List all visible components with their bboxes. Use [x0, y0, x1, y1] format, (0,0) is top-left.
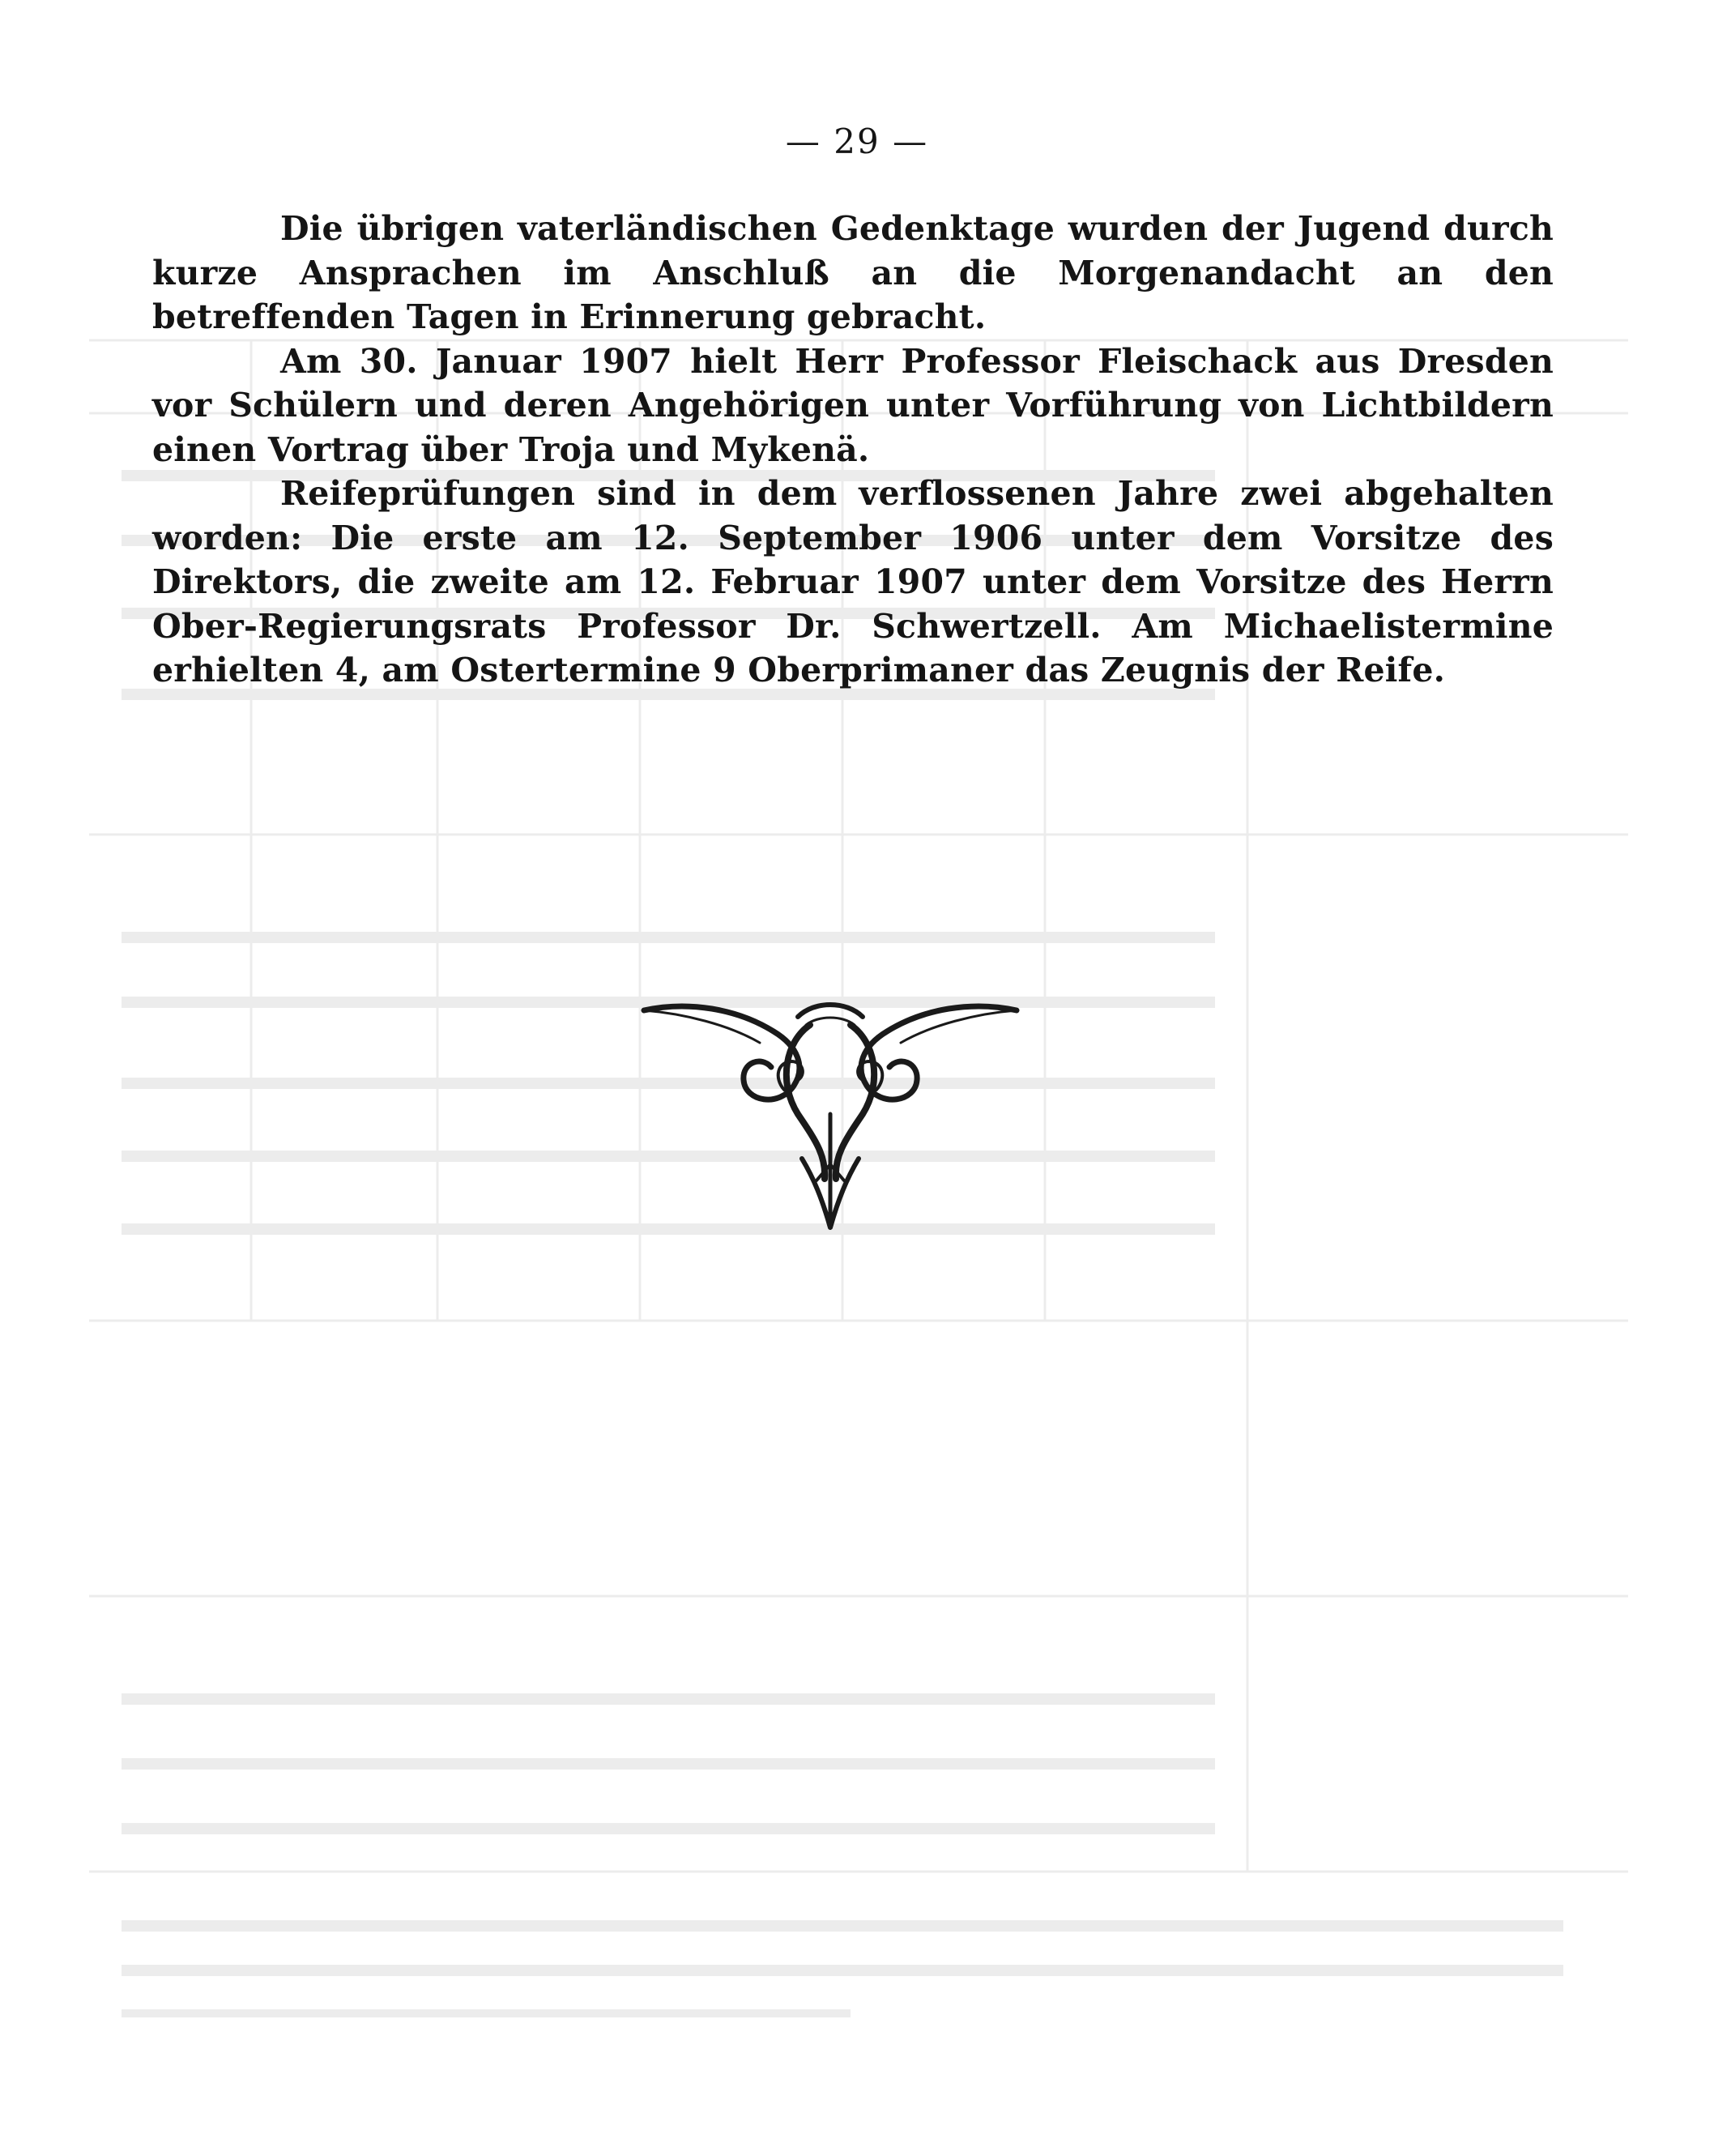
- paragraph-gedenktage: Die übrigen vaterländischen Gedenktage wurden der Jugend durch kurze Ansprachen im Anschluß an die Morgenandacht an den betreffenden Tagen in Erinnerung gebracht.: [152, 209, 1554, 336]
- paragraph-reifepruefungen: Reifeprüfungen sind in dem verflossenen Jahre zwei abgehalten worden: Die erste am 12. September 1906 unter dem Vorsitze des Direktors, die zweite am 12. Februar 1907 unter dem Vorsitze des Herrn Ober-Regierungsrats Professor Dr. Schwertzell. Am Michaelistermine erhielten 4, am Ostertermine 9 Oberprimaner das Zeugnis der Reife.: [152, 474, 1554, 689]
- page-number: — 29 —: [785, 122, 929, 161]
- body-text: [152, 207, 1554, 693]
- paragraph-vortrag: Am 30. Januar 1907 hielt Herr Professor Fleischack aus Dresden vor Schülern und deren Angehörigen unter Vorführung von Lichtbildern einen Vortrag über Troja und Mykenä.: [152, 341, 1554, 469]
- scroll-ornament-icon: [640, 993, 1021, 1236]
